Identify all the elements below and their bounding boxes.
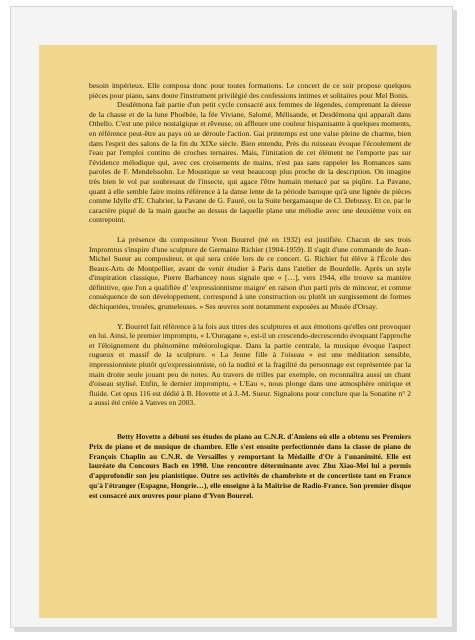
paragraph-impromptus: Y. Bourrel fait référence à la fois aux titres des sculptures et aux émotions qu'elles ont provoquer en lui. Ainsi, le premier impromptu, « L'Ouragane », est-il un crescendo-decrescendo évoquant l'approche et l'éloignement du phénomène météorologique. Dans la partie centrale, la musique évoque l'aspect rugueux et massif de la sculpture. « La Jeune fille à l'oiseau » est une méditation sensible, impressionniste plutôt qu'expressionniste, où la nudité et la fragilité du personnage est représentée par la main droite seule jouant peu de notes. Au travers de trilles par exemple, on reconnaîtra aussi un chant d'oiseau stylisé. Enfin, le dernier impromptu, « L'Eau », nous plonge dans une atmosphère onirique et fluide. Cet opus 116 est dédié à B. Hovette et à J.-M. Sueur. Signalons pour conclure que la Sonatine n° 2 a aussi été créée à Vanves en 2003. — [89, 321, 411, 408]
page-border — [10, 6, 453, 628]
document-sheet — [39, 45, 437, 618]
paragraph-desdemona: Desdémona fait partie d'un petit cycle consacré aux femmes de légendes, comprenant la déesse de la chasse et de la lune Phoébée, la fée Viviane, Salomé, Mélisande, et Desdémona qui apparaît dans Othello. C'est une pièce nostalgique et rêveuse, où affleure une couleur hispanisante à quelques moments, en référence peut-être au pays où se déroule l'action. Gai printemps est une valse pleine de charme, bien dans l'esprit des salons de la fin du XIXe siècle. Bien entendu, Près du ruisseau évoque l'écoulement de l'eau par l'emploi continu de croches ternaires. Mais, l'imitation de cet élément ne l'emporte pas sur l'évidence mélodique qui, avec ces croisements de mains, n'est pas sans rappeler les Romances sans paroles de F. Mendelssohn. Le Moustique se veut beaucoup plus proche de la description. On imagine très bien le vol par soubresaut de l'insecte, qui agace l'être humain menacé par sa piqûre. La Pavane, quant à elle semble faire moins référence à la danse lente de la période baroque qu'à une lignée de pièces comme Idylle d'E. Chabrier, la Pavane de G. Fauré, ou la Suite bergamasque de Cl. Debussy. Et ce, par le caractère piqué de la main gauche au dessus de laquelle plane une mélodie avec une deuxième voix en contrepoint. — [89, 100, 411, 225]
paragraph-bourrel: La présence du compositeur Yvon Bourrel (né en 1932) est justifiée. Chacun de ses trois Impromtus s'inspire d'une sculpture de Germaine Richier (1904-1959). Il s'agit d'une commande de Jean-Michel Sueur au compositeur, et qui sera créée lors de ce concert. G. Richier fut élève à l'École des Beaux-Arts de Montpellier, avant de venir étudier à Paris dans l'atelier de Bourdelle. Après un style d'inspiration classique, Pierre Barbancey nous signale que « […], vers 1944, elle trouve sa manière définitive, que l'on a qualifiée d' 'expressionnisme maigre' en raison d'un parti pris de minceur, et comme conséquence de son développement, correspond à une construction ou plutôt un surgissement de formes déchiquetées, trouées, grumeleuses. » Ses œuvres sont notamment exposées au Musée d'Orsay. — [89, 234, 411, 312]
paragraph-biography: Betty Hovette a débuté ses études de piano au C.N.R. d'Amiens où elle a obtenu ses Premiers Prix de piano et de musique de chambre. Elle s'est ensuite perfectionnée dans la classe de piano de François Chaplin au C.N.R. de Versailles y remportant la Médaille d'Or à l'unanimité. Elle est lauréate du Concours Bach en 1998. Une rencontre déterminante avec Zhu Xiao-Mei lui a permis d'approfondir son jeu pianistique. Outre ses activités de chambriste et de concertiste tant en France qu'à l'étranger (Espagne, Hongrie…), elle enseigne à la Maîtrise de Radio-France. Son premier disque est consacré aux œuvres pour piano d'Yvon Bourrel. — [89, 432, 411, 500]
paragraph-intro: besoin impérieux. Elle composa donc pour toutes formations. Le concert de ce soir propose quelques pièces pour piano, sans doute l'instrument privilégié des confessions intimes et solitaires pour Mel Bonis. — [89, 81, 411, 100]
